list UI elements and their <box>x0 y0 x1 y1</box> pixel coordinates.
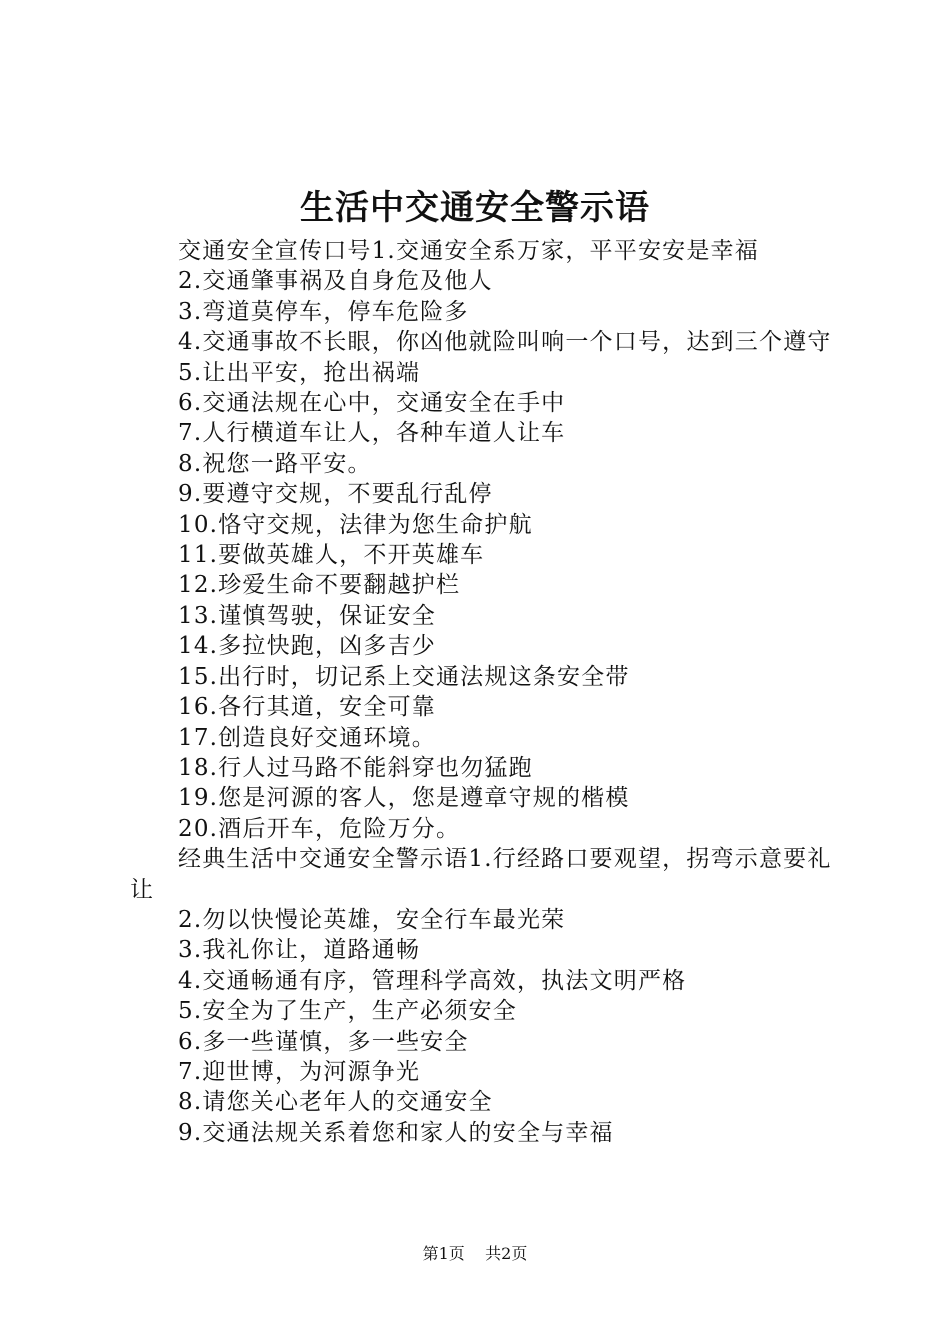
paragraph: 交通安全宣传口号1.交通安全系万家，平平安安是幸福 <box>178 238 759 264</box>
page-title: 生活中交通安全警示语 <box>300 188 650 228</box>
paragraph: 19.您是河源的客人，您是遵章守规的楷模 <box>178 785 630 812</box>
paragraph: 2.交通肇事祸及自身危及他人 <box>178 268 493 295</box>
paragraph: 12.珍爱生命不要翻越护栏 <box>178 572 461 599</box>
paragraph: 10.恪守交规，法律为您生命护航 <box>178 511 533 538</box>
page-number: 第1页 <box>422 1244 465 1263</box>
paragraph: 9.要遵守交规，不要乱行乱停 <box>178 481 493 508</box>
paragraph: 18.行人过马路不能斜穿也勿猛跑 <box>178 754 533 781</box>
paragraph: 16.各行其道，安全可靠 <box>178 694 436 721</box>
paragraph: 20.酒后开车，危险万分。 <box>178 815 461 842</box>
paragraph: 2.勿以快慢论英雄，安全行车最光荣 <box>178 906 566 933</box>
paragraph: 13.谨慎驾驶，保证安全 <box>178 602 436 629</box>
paragraph: 3.弯道莫停车，停车危险多 <box>178 298 469 325</box>
paragraph: 17.创造良好交通环境。 <box>178 724 436 751</box>
paragraph: 5.让出平安，抢出祸端 <box>178 359 421 386</box>
page-footer <box>0 1243 950 1265</box>
paragraph: 8.请您关心老年人的交通安全 <box>178 1089 493 1116</box>
paragraph: 6.多一些谨慎，多一些安全 <box>178 1028 469 1055</box>
paragraph: 3.我礼你让，道路通畅 <box>178 937 421 964</box>
paragraph: 6.交通法规在心中，交通安全在手中 <box>178 390 566 417</box>
paragraph: 15.出行时，切记系上交通法规这条安全带 <box>178 663 630 690</box>
paragraph: 4.交通畅通有序，管理科学高效，执法文明严格 <box>178 967 687 994</box>
paragraph: 8.祝您一路平安。 <box>178 450 372 477</box>
paragraph: 9.交通法规关系着您和家人的安全与幸福 <box>178 1119 614 1146</box>
paragraph: 14.多拉快跑，凶多吉少 <box>178 633 436 660</box>
document-body <box>130 236 835 1148</box>
page-total: 共2页 <box>485 1244 528 1263</box>
paragraph: 7.迎世博，为河源争光 <box>178 1058 421 1085</box>
paragraph: 4.交通事故不长眼，你凶他就险叫响一个口号，达到三个遵守 <box>178 329 832 356</box>
footer-gap <box>470 1244 480 1263</box>
paragraph: 11.要做英雄人，不开英雄车 <box>178 542 485 569</box>
paragraph: 5.安全为了生产，生产必须安全 <box>178 998 517 1025</box>
paragraph: 经典生活中交通安全警示语1.行经路口要观望，拐弯示意要礼让 <box>130 846 832 903</box>
paragraph: 7.人行横道车让人，各种车道人让车 <box>178 420 566 447</box>
